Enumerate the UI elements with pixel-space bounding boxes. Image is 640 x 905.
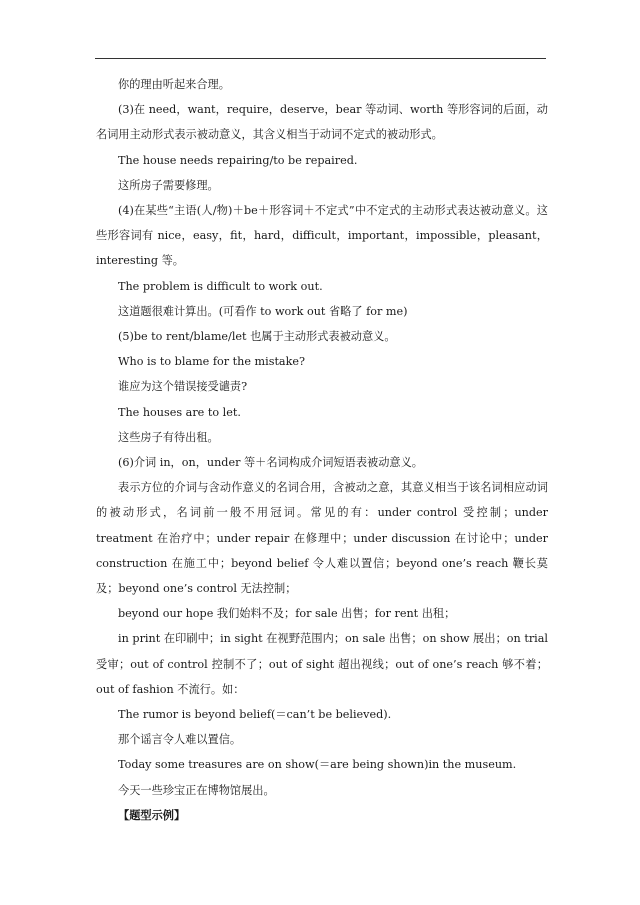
example-translation: 这些房子有待出租。 <box>118 430 219 444</box>
example-sentence: Today some treasures are on show(＝are being shown)in the museum. <box>118 758 517 772</box>
paragraph-rule-6: (6)介词 in，on，under 等＋名词构成介词短语表被动意义。 <box>118 456 423 470</box>
header-rule <box>95 58 546 59</box>
paragraph-explanation: 表示方位的介词与含动作意义的名词合用，含被动之意，其意义相当于该名词相应动词的被动形式，名词前一般不用冠词。常见的有：under control 受控制；under treatment 在治疗中；under repair 在修理中；under discussion 在讨论中；under construction 在施工中；beyond belief 令人难以置信；beyond one’s reach 鞭长莫及；beyond one’s control 无法控制； <box>96 481 548 596</box>
example-sentence: The problem is difficult to work out. <box>118 279 323 293</box>
example-translation: 谁应为这个错误接受谴责? <box>118 380 248 394</box>
phrase-list: in print 在印刷中；in sight 在视野范围内；on sale 出售；on show 展出；on trial 受审；out of control 控制不了；out of sight 超出视线；out of one’s reach 够不着；out of fashion 不流行。如： <box>96 632 548 696</box>
document-body <box>96 72 548 828</box>
example-sentence: The houses are to let. <box>118 405 241 419</box>
section-heading: 【题型示例】 <box>118 807 186 822</box>
example-sentence: The rumor is beyond belief(＝can’t be believed). <box>118 708 392 722</box>
paragraph-rule-5: (5)be to rent/blame/let 也属于主动形式表被动意义。 <box>118 330 396 344</box>
example-translation: 这道题很难计算出。(可看作 to work out 省略了 for me) <box>118 304 408 318</box>
example-translation: 那个谣言令人难以置信。 <box>118 733 242 747</box>
example-sentence: The house needs repairing/to be repaired. <box>118 153 358 167</box>
paragraph-rule-4: (4)在某些“主语(人/物)＋be＋形容词＋不定式”中不定式的主动形式表达被动意义。这些形容词有 nice，easy，fit，hard，difficult，important，impossible，pleasant，interesting 等。 <box>96 204 548 268</box>
example-sentence: Who is to blame for the mistake? <box>118 355 306 369</box>
paragraph: 你的理由听起来合理。 <box>118 78 230 91</box>
example-translation: 今天一些珍宝正在博物馆展出。 <box>118 783 275 797</box>
example-translation: 这所房子需要修理。 <box>118 178 219 192</box>
phrase-list: beyond our hope 我们始料不及；for sale 出售；for rent 出租； <box>118 607 456 621</box>
paragraph-rule-3: (3)在 need，want，require，deserve，bear 等动词、worth 等形容词的后面，动名词用主动形式表示被动意义，其含义相当于动词不定式的被动形式。 <box>96 103 548 142</box>
